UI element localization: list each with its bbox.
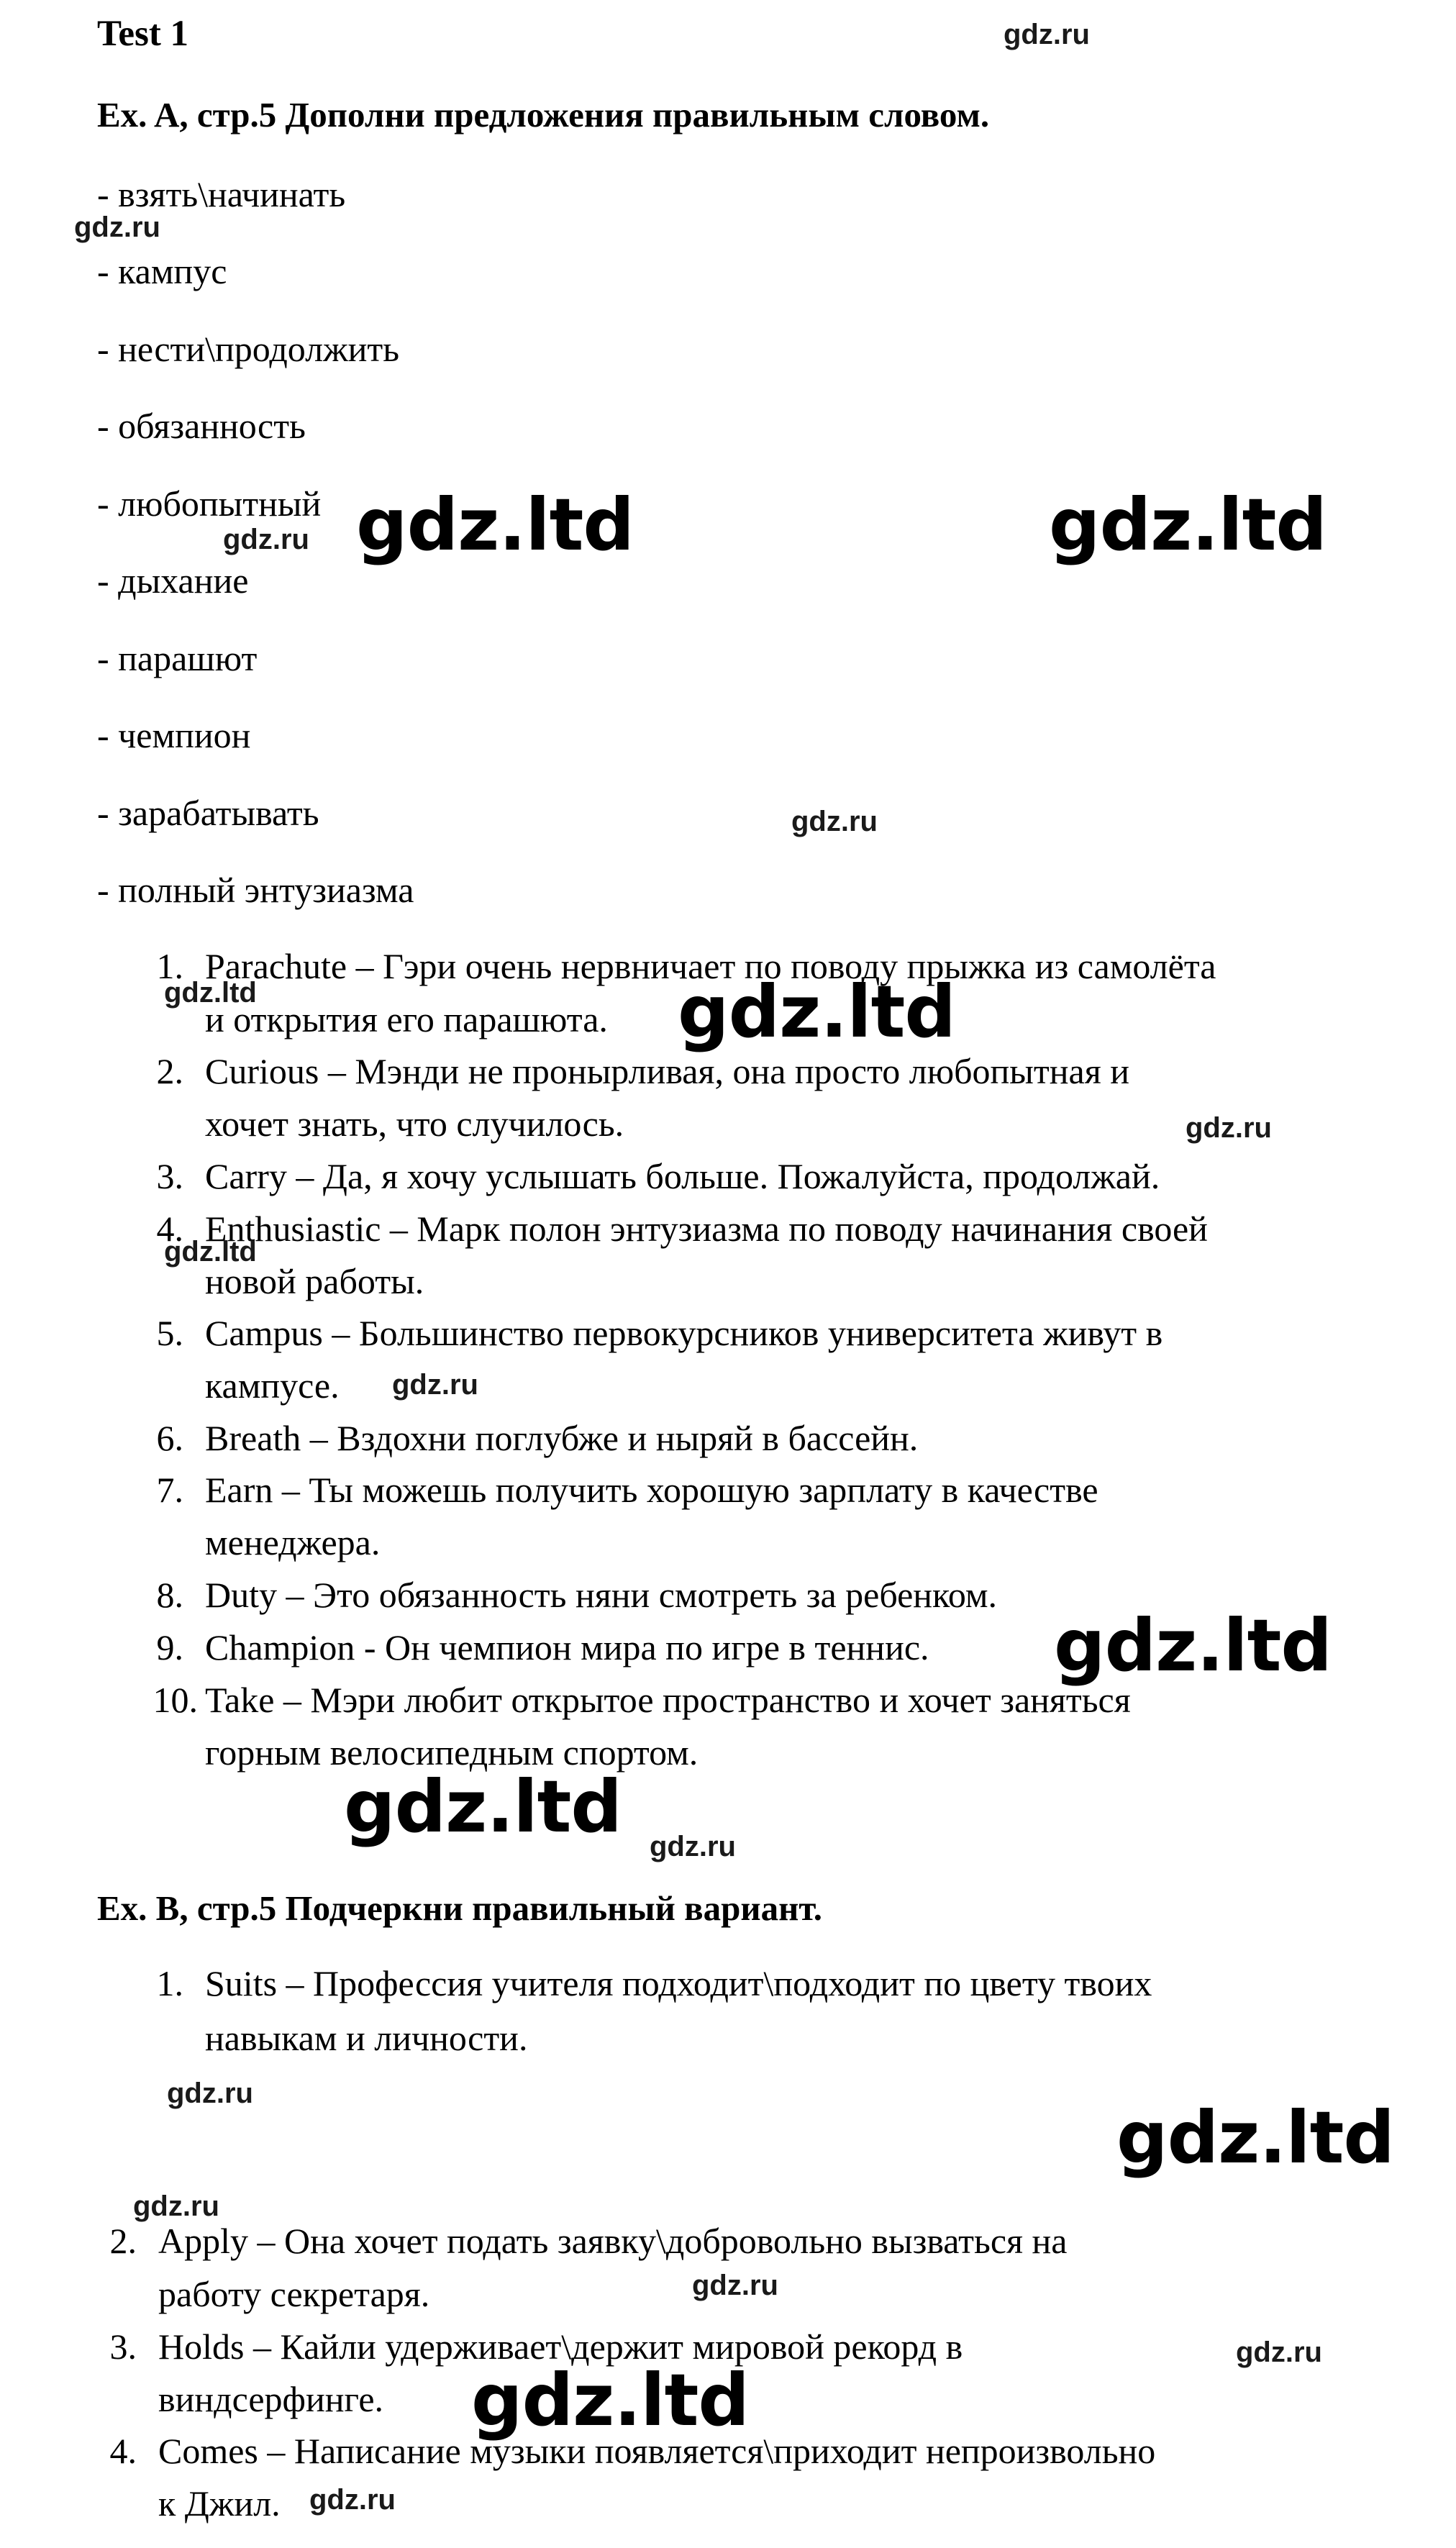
watermark-gdz-ru: gdz.ru xyxy=(74,211,160,243)
watermark-gdz-ltd: gdz.ltd xyxy=(344,1765,622,1849)
word-list-item: - обязанность xyxy=(97,406,306,446)
watermark-gdz-ru: gdz.ru xyxy=(133,2190,219,2222)
answer-line: менеджера. xyxy=(205,1522,381,1562)
item-number: 2. xyxy=(109,2221,137,2261)
watermark-gdz-ru: gdz.ru xyxy=(692,2270,778,2301)
answer-line: горным велосипедным спортом. xyxy=(205,1732,699,1773)
word-list-item: - кампус xyxy=(97,251,227,291)
item-number: 6. xyxy=(156,1418,183,1458)
watermark-gdz-ru: gdz.ru xyxy=(167,2078,253,2109)
watermark-gdz-ru: gdz.ru xyxy=(223,524,309,555)
watermark-gdz-ru: gdz.ru xyxy=(392,1369,478,1401)
answer-line: Parachute – Гэри очень нервничает по поводу прыжка из самолёта xyxy=(205,946,1216,986)
item-number: 5. xyxy=(156,1313,183,1353)
item-number: 3. xyxy=(109,2326,137,2367)
answer-line: Campus – Большинство первокурсников университета живут в xyxy=(205,1313,1163,1353)
answer-line: кампусе. xyxy=(205,1365,340,1406)
answer-line: Enthusiastic – Марк полон энтузиазма по поводу начинания своей xyxy=(205,1209,1208,1249)
item-number: 4. xyxy=(156,1209,183,1249)
item-number: 8. xyxy=(156,1575,183,1615)
answer-line: к Джил. xyxy=(158,2483,281,2524)
watermark-gdz-ru: gdz.ru xyxy=(1004,19,1090,50)
item-number: 4. xyxy=(109,2431,137,2471)
watermark-gdz-ltd: gdz.ltd xyxy=(678,970,956,1054)
word-list-item: - парашют xyxy=(97,638,258,678)
answer-line: Champion - Он чемпион мира по игре в теннис. xyxy=(205,1627,929,1667)
answer-line: новой работы. xyxy=(205,1261,424,1301)
item-number: 10. xyxy=(153,1680,198,1720)
watermark-gdz-ru: gdz.ru xyxy=(309,2484,396,2516)
word-list-item: - любопытный xyxy=(97,483,322,524)
word-list-item: - взять\начинать xyxy=(97,174,346,214)
answer-line: Comes – Написание музыки появляется\приходит непроизвольно xyxy=(158,2431,1156,2471)
item-number: 9. xyxy=(156,1627,183,1667)
answer-line: Carry – Да, я хочу услышать больше. Пожалуйста, продолжай. xyxy=(205,1156,1160,1196)
watermark-gdz-ltd: gdz.ltd xyxy=(1049,483,1327,567)
watermark-gdz-ru: gdz.ru xyxy=(650,1831,736,1862)
item-number: 1. xyxy=(156,1963,183,2003)
answer-line: хочет знать, что случилось. xyxy=(205,1104,624,1144)
answer-line: Apply – Она хочет подать заявку\добровольно вызваться на xyxy=(158,2221,1068,2261)
watermark-gdz-ltd: gdz.ltd xyxy=(356,483,634,567)
word-list-item: - полный энтузиазма xyxy=(97,870,414,910)
page-title: Test 1 xyxy=(97,14,189,54)
watermark-gdz-ltd: gdz.ltd xyxy=(1054,1603,1332,1688)
word-list-item: - чемпион xyxy=(97,715,251,755)
word-list-item: - зарабатывать xyxy=(97,793,319,833)
watermark-gdz-ltd-small: gdz.ltd xyxy=(164,1236,257,1268)
word-list-item: - дыхание xyxy=(97,560,249,601)
answer-line: Duty – Это обязанность няни смотреть за ребенком. xyxy=(205,1575,998,1615)
item-number: 3. xyxy=(156,1156,183,1196)
answer-line: Breath – Вздохни поглубже и ныряй в бассейн. xyxy=(205,1418,919,1458)
answer-line: Take – Мэри любит открытое пространство и хочет заняться xyxy=(205,1680,1131,1720)
answer-line: навыкам и личности. xyxy=(205,2018,528,2058)
answer-line: Earn – Ты можешь получить хорошую зарплату в качестве xyxy=(205,1470,1098,1510)
answer-line: работу секретаря. xyxy=(158,2274,430,2314)
word-list-item: - нести\продолжить xyxy=(97,329,400,369)
answer-line: Curious – Мэнди не пронырливая, она просто любопытная и xyxy=(205,1051,1129,1091)
watermark-gdz-ltd-small: gdz.ltd xyxy=(164,977,257,1009)
answer-line: и открытия его парашюта. xyxy=(205,999,608,1039)
watermark-gdz-ltd: gdz.ltd xyxy=(471,2358,750,2442)
exercise-a-heading: Ex. A, стр.5 Дополни предложения правильным словом. xyxy=(97,95,990,135)
item-number: 2. xyxy=(156,1051,183,1091)
watermark-gdz-ltd: gdz.ltd xyxy=(1116,2096,1395,2180)
item-number: 7. xyxy=(156,1470,183,1510)
exercise-b-heading: Ex. B, стр.5 Подчеркни правильный вариант. xyxy=(97,1888,822,1928)
answer-line: виндсерфинге. xyxy=(158,2379,384,2419)
watermark-gdz-ru: gdz.ru xyxy=(1186,1112,1272,1144)
watermark-gdz-ru: gdz.ru xyxy=(1236,2337,1322,2368)
watermark-gdz-ru: gdz.ru xyxy=(791,806,878,837)
answer-line: Holds – Кайли удерживает\держит мировой рекорд в xyxy=(158,2326,963,2367)
answer-line: Suits – Профессия учителя подходит\подходит по цвету твоих xyxy=(205,1963,1152,2003)
item-number: 1. xyxy=(156,946,183,986)
